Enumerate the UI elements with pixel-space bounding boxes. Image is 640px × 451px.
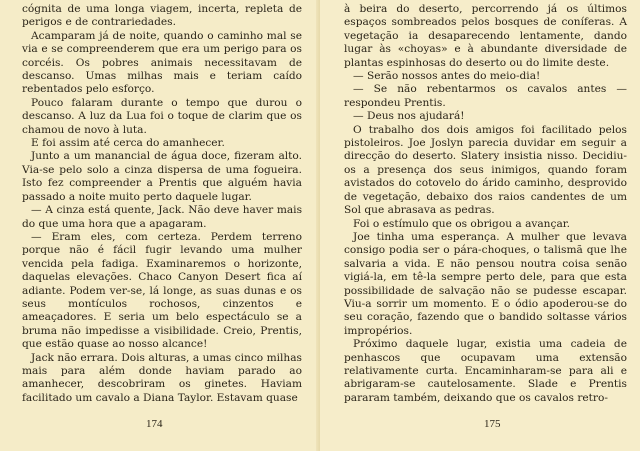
- paragraph: à beira do deserto, percorrendo já os últimos espaços sombreados pelos bosques de coníferas. A vegetação ia desaparecendo lentamente, dando lugar às «choyas» e à abundante diversidade de plantas espinhosas do deserto ou do limite deste.: [344, 3, 627, 69]
- paragraph: — Serão nossos antes do meio-dia!: [353, 70, 541, 83]
- page-number: 174: [146, 418, 163, 430]
- paragraph: — Eram eles, com certeza. Perdem terreno porque não é fácil fugir levando uma mulher vencida pela fadiga. Examinaremos o horizonte, daquelas elevações. Chaco Canyon Desert fica aí adiante. Podem ver-se, lá longe, as suas dunas e os seus montículos rochosos, cinzentos e ameaçadores. E seria um belo espectáculo se a bruma não impedisse a visibilidade. Creio, Prentis, que estão quase ao nosso alcance!: [22, 230, 302, 351]
- paragraph: Junto a um manancial de água doce, fizeram alto. Via-se pelo solo a cinza dispersa de uma fogueira. Isto fez compreender a Prentis que alguém havia passado a noite muito perto daquele lugar.: [22, 150, 302, 203]
- left-page-text: [22, 3, 302, 405]
- paragraph: Jack não errara. Dois alturas, a umas cinco milhas mais para além donde haviam parado ao amanhecer, descobriram os ginetes. Haviam facilitado um cavalo a Diana Taylor. Estavam quase: [22, 351, 302, 404]
- paragraph: Foi o estímulo que os obrigou a avançar.: [353, 217, 571, 230]
- page-number: 175: [484, 418, 501, 430]
- right-page-text: [344, 3, 627, 405]
- paragraph: Joe tinha uma esperança. A mulher que levava consigo podia ser o pára-choques, o talismã que lhe salvaria a vida. E não pensou noutra coisa senão vigiá-la, em tê-la sempre perto dele, para que esta possibilidade de salvação não se pudesse escapar. Viu-a sorrir um momento. E o ódio apoderou-se do seu coração, fazendo que o bandido soltasse vários impropérios.: [344, 230, 627, 337]
- paragraph: — A cinza está quente, Jack. Não deve haver mais do que uma hora que a apagaram.: [22, 204, 302, 230]
- paragraph: cógnita de uma longa viagem, incerta, repleta de perigos e de contrariedades.: [22, 3, 302, 29]
- paragraph: Pouco falaram durante o tempo que durou o descanso. A luz da Lua foi o toque de clarim que os chamou de novo à luta.: [22, 96, 302, 136]
- right-page: [320, 0, 640, 451]
- paragraph: — Se não rebentarmos os cavalos antes — respondeu Prentis.: [344, 83, 627, 109]
- paragraph: Próximo daquele lugar, existia uma cadeia de penhascos que ocupavam uma extensão relativamente curta. Encaminharam-se para ali e abrigaram-se cautelosamente. Slade e Prentis pararam também, deixando que os cavalos retro-: [344, 338, 627, 404]
- paragraph: E foi assim até cerca do amanhecer.: [31, 137, 225, 150]
- paragraph: Acamparam já de noite, quando o caminho mal se via e se compreenderem que era um perigo para os corcéis. Os pobres animais necessitavam de descanso. Umas milhas mais e teriam caído rebentados pelo esforço.: [22, 29, 302, 96]
- paragraph: — Deus nos ajudará!: [353, 110, 465, 123]
- paragraph: O trabalho dos dois amigos foi facilitado pelos pistoleiros. Joe Joslyn parecia duvidar em seguir a direcção do deserto. Slatery insistia nisso. Decidiu-os a presença dos seus inimigos, quando foram avistados do cotovelo do árido caminho, desprovido de vegetação, debaixo dos raios candentes de um Sol que abrasava as pedras.: [344, 123, 627, 217]
